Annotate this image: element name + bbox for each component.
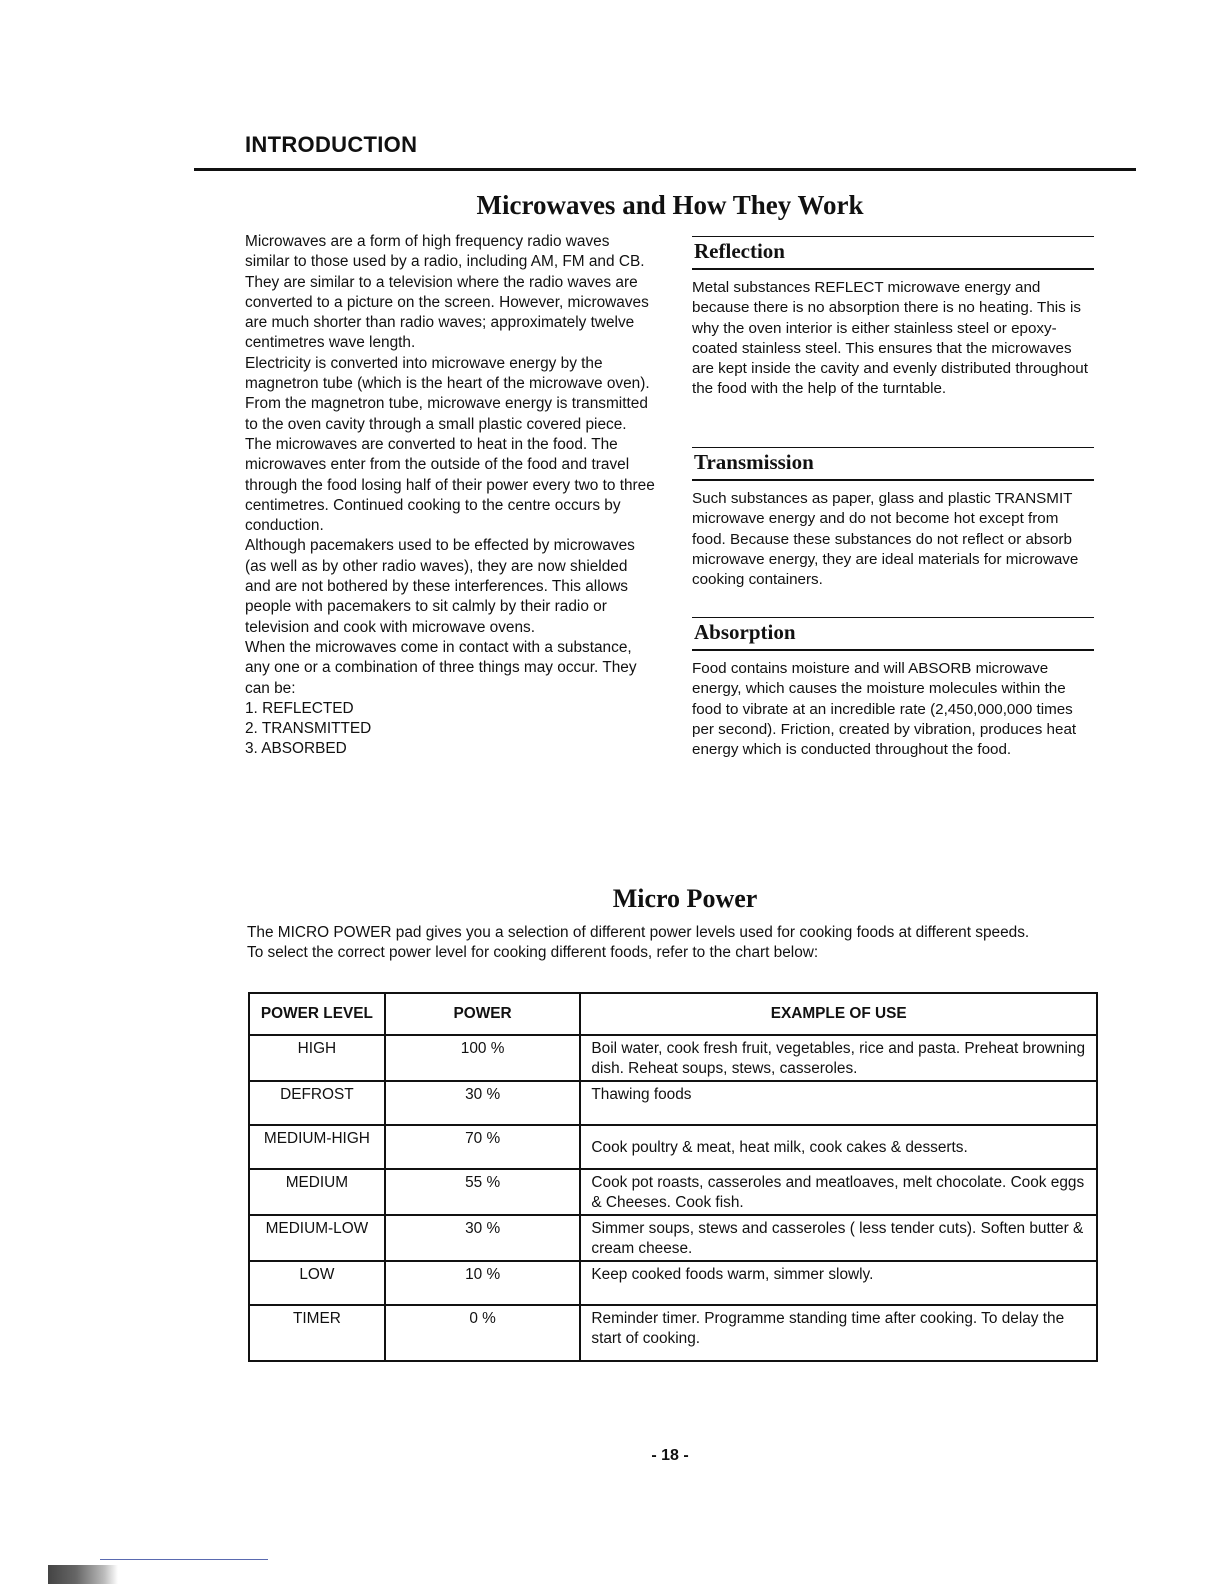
table-row (249, 1035, 1097, 1081)
cell-example: Reminder timer. Programme standing time after cooking. To delay the start of cooking. (580, 1305, 1097, 1361)
cell-example: Cook poultry & meat, heat milk, cook cakes & desserts. (580, 1125, 1097, 1169)
cell-level: MEDIUM-LOW (249, 1215, 385, 1261)
cell-example: Simmer soups, stews and casseroles ( less tender cuts). Soften butter & cream cheese. (580, 1215, 1097, 1261)
cell-power: 0 % (385, 1305, 581, 1361)
cell-power: 100 % (385, 1035, 581, 1081)
micro-power-title: Micro Power (612, 884, 758, 913)
page-number: - 18 - (651, 1447, 689, 1464)
table-row (249, 1261, 1097, 1305)
divider (692, 649, 1094, 651)
main-title: Microwaves and How They Work (476, 190, 864, 220)
cell-example: Cook pot roasts, casseroles and meatloaves, melt chocolate. Cook eggs & Cheeses. Cook fish. (580, 1169, 1097, 1215)
cell-power: 30 % (385, 1081, 581, 1125)
intro-paragraph: From the magnetron tube, microwave energy is transmitted to the oven cavity through a small plastic covered piece. The microwaves are converted to heat in the food. The microwaves enter from the outside of the food and travel through the food losing half of their power every two to three centimetres. Continued cooking to the centre occurs by conduction. (245, 395, 655, 535)
intro-paragraph: Electricity is converted into microwave energy by the magnetron tube (which is the heart of the microwave oven). (245, 354, 650, 393)
cell-example: Boil water, cook fresh fruit, vegetables, rice and pasta. Preheat browning dish. Reheat soups, stews, casseroles. (580, 1035, 1097, 1081)
absorption-section (692, 617, 1094, 760)
micro-power-intro (247, 923, 1097, 962)
table-header-row (249, 993, 1097, 1035)
intro-paragraph: When the microwaves come in contact with a substance, any one or a combination of three things may occur. They can be: (245, 638, 637, 697)
list-item: 3. ABSORBED (245, 740, 347, 758)
cell-power: 70 % (385, 1125, 581, 1169)
intro-body (245, 232, 655, 760)
cell-example: Keep cooked foods warm, simmer slowly. (580, 1261, 1097, 1305)
table-row (249, 1081, 1097, 1125)
reflection-heading: Reflection (694, 239, 785, 263)
scan-artifact-line (100, 1559, 268, 1560)
transmission-section (692, 447, 1094, 590)
header-power: POWER (385, 993, 581, 1035)
intro-line: The MICRO POWER pad gives you a selection of different power levels used for cooking foods at different speeds. (247, 924, 1030, 941)
cell-level: DEFROST (249, 1081, 385, 1125)
intro-paragraph: Although pacemakers used to be effected by microwaves (as well as by other radio waves), they are now shielded and are not bothered by these interferences. This allows people with pacemakers to sit calmly by their radio or television and cook with microwave ovens. (245, 537, 635, 636)
scan-artifact (48, 1565, 118, 1584)
table-row (249, 1169, 1097, 1215)
header-example: EXAMPLE OF USE (580, 993, 1097, 1035)
cell-level: LOW (249, 1261, 385, 1305)
section-header: INTRODUCTION (245, 132, 418, 157)
transmission-text: Such substances as paper, glass and plastic TRANSMIT microwave energy and do not become hot except from food. Because these substances do not reflect or absorb microwave energy, they are ideal materials for microwave cooking containers. (692, 490, 1079, 589)
cell-power: 55 % (385, 1169, 581, 1215)
reflection-section (692, 236, 1094, 400)
table-row (249, 1215, 1097, 1261)
transmission-heading: Transmission (694, 450, 814, 474)
list-item: 1. REFLECTED (245, 699, 354, 717)
cell-power: 30 % (385, 1215, 581, 1261)
cell-power: 10 % (385, 1261, 581, 1305)
table-row (249, 1125, 1097, 1169)
effects-list (245, 699, 655, 760)
reflection-text: Metal substances REFLECT microwave energy and because there is no absorption there is no heating. This is why the oven interior is either stainless steel or epoxy-coated stainless steel. This ensures that the microwaves are kept inside the cavity and evenly distributed throughout the food with the help of the turntable. (692, 279, 1088, 398)
divider (692, 268, 1094, 270)
intro-line: To select the correct power level for cooking different foods, refer to the chart below: (247, 943, 819, 961)
divider (692, 479, 1094, 481)
cell-level: MEDIUM-HIGH (249, 1125, 385, 1169)
header-rule (194, 168, 1136, 171)
intro-paragraph: Microwaves are a form of high frequency radio waves similar to those used by a radio, including AM, FM and CB. They are similar to a television where the radio waves are converted to a picture on the screen. However, microwaves are much shorter than radio waves; approximately twelve centimetres wave length. (245, 233, 649, 352)
cell-example: Thawing foods (580, 1081, 1097, 1125)
cell-level: MEDIUM (249, 1169, 385, 1215)
absorption-text: Food contains moisture and will ABSORB microwave energy, which causes the moisture molecules within the food to vibrate at an incredible rate (2,450,000,000 times per second). Friction, created by vibration, produces heat energy which is conducted throughout the food. (692, 660, 1077, 759)
cell-level: HIGH (249, 1035, 385, 1081)
list-item: 2. TRANSMITTED (245, 720, 372, 738)
table-row (249, 1305, 1097, 1361)
absorption-heading: Absorption (694, 620, 796, 644)
header-power-level: POWER LEVEL (249, 993, 385, 1035)
power-level-table (248, 992, 1098, 1362)
cell-level: TIMER (249, 1305, 385, 1361)
